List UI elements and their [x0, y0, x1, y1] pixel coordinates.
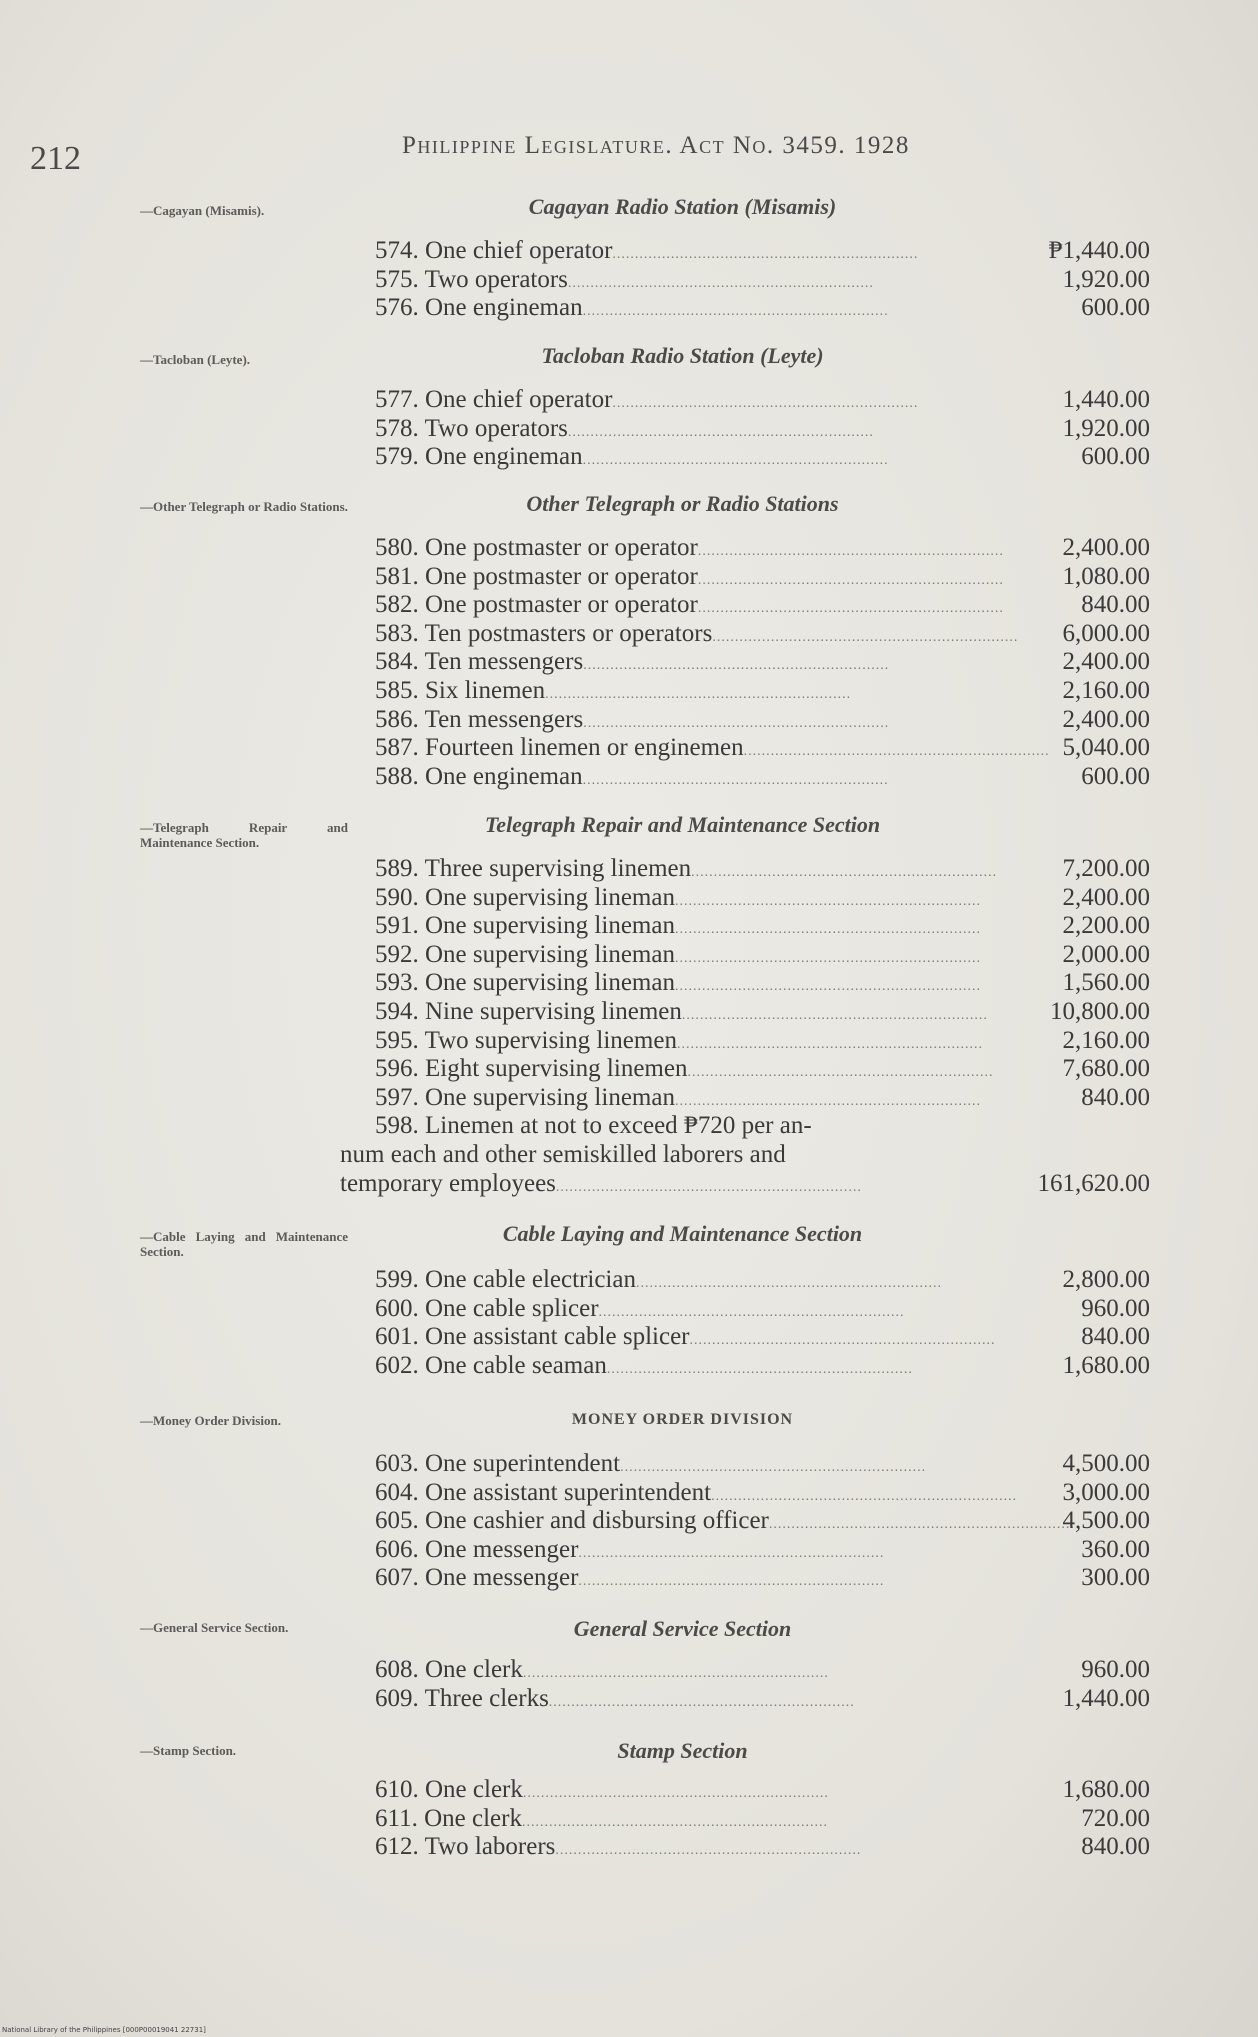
entries-cable-laying — [350, 1266, 1150, 1380]
entry-text-line1: Linemen at not to exceed ₱720 per an- — [425, 1112, 812, 1140]
running-head: Philippine Legislature. Act No. 3459. 1928 — [402, 132, 910, 159]
entry-text-line3: temporary employees — [340, 1169, 556, 1197]
entry-amount: 10,800.00 — [1050, 997, 1150, 1025]
entry-amount: 6,000.00 — [1062, 619, 1150, 647]
entry-text: Two laborers — [424, 1833, 556, 1861]
entries-tacloban — [350, 386, 1150, 472]
entry-text: One clerk — [425, 1656, 523, 1683]
entry-amount: 960.00 — [1081, 1294, 1150, 1322]
entry-text: One cable splicer — [425, 1294, 599, 1322]
entry-row — [350, 1685, 1150, 1714]
entry-row-continuation — [340, 1140, 1150, 1170]
dot-leader: .................................................................... — [606, 1361, 913, 1377]
dot-leader: .................................................................... — [582, 304, 889, 320]
entry-amount: 840.00 — [1081, 591, 1150, 619]
dot-leader: .................................................................... — [583, 715, 890, 731]
entry-number: 605. — [375, 1507, 419, 1535]
section-heading-telegraph-repair: Telegraph Repair and Maintenance Section — [484, 812, 881, 837]
entry-text: Three supervising linemen — [424, 855, 692, 882]
entry-text: One chief operator — [425, 386, 613, 413]
entry-text: One messenger — [425, 1564, 579, 1592]
entry-text: One engineman — [425, 294, 583, 322]
entry-number: 577. — [375, 386, 419, 413]
entry-row — [350, 386, 1150, 415]
entry-row — [350, 1479, 1150, 1508]
entry-number: 587. — [375, 734, 419, 762]
entry-number: 589. — [375, 855, 419, 882]
entry-text: Nine supervising linemen — [425, 997, 682, 1025]
entry-text: One cable seaman — [425, 1351, 607, 1379]
entry-row — [350, 884, 1150, 913]
entry-number: 581. — [375, 562, 419, 590]
margin-note-stamp: —Stamp Section. — [140, 1743, 237, 1758]
dot-leader: .................................................................... — [674, 979, 981, 995]
entry-row — [350, 591, 1150, 620]
dot-leader: .................................................................... — [697, 601, 1004, 617]
dot-leader: .................................................................... — [689, 1333, 996, 1349]
entry-number: 604. — [375, 1478, 419, 1506]
entry-amount: 1,920.00 — [1062, 265, 1150, 293]
entries-cagayan — [350, 237, 1150, 323]
entry-number: 611. — [375, 1804, 418, 1832]
section-heading-other-stations: Other Telegraph or Radio Stations — [526, 491, 839, 516]
section-heading-stamp: Stamp Section — [617, 1738, 748, 1763]
dot-leader: .................................................................... — [555, 1179, 862, 1195]
entry-amount: 960.00 — [1081, 1656, 1150, 1683]
entry-number: 601. — [375, 1323, 419, 1351]
entry-text: One clerk — [424, 1804, 522, 1832]
margin-note-other-stations: —Other Telegraph or Radio Stations. — [140, 499, 348, 514]
dot-leader: .................................................................... — [598, 1304, 905, 1320]
entry-number: 594. — [375, 997, 419, 1025]
margin-note-money-order: —Money Order Division. — [140, 1413, 281, 1428]
entry-text: One supervising lineman — [425, 912, 675, 940]
entry-number: 608. — [375, 1656, 419, 1683]
entry-text: One postmaster or operator — [425, 534, 698, 561]
entry-text: One cable electrician — [425, 1266, 636, 1293]
entry-text: One assistant superintendent — [425, 1478, 712, 1506]
entry-amount: 2,400.00 — [1062, 883, 1150, 911]
entry-text: Ten messengers — [424, 705, 584, 733]
entry-row — [350, 266, 1150, 295]
entry-number: 595. — [375, 1026, 419, 1054]
entry-amount: ₱1,440.00 — [1048, 237, 1150, 264]
entry-text: One supervising lineman — [425, 883, 675, 911]
section-heading-general-service: General Service Section — [573, 1616, 792, 1641]
entry-amount: 840.00 — [1081, 1083, 1150, 1111]
entry-row — [350, 912, 1150, 941]
entry-text: One assistant cable splicer — [425, 1323, 690, 1351]
entry-row — [350, 1266, 1150, 1295]
entry-number: 575. — [375, 265, 419, 293]
entries-general-service — [350, 1656, 1150, 1713]
entry-number: 582. — [375, 591, 419, 619]
entry-row — [350, 1805, 1150, 1834]
dot-leader: .................................................................... — [691, 865, 998, 880]
entry-amount: 1,920.00 — [1062, 414, 1150, 442]
entry-amount: 5,040.00 — [1062, 734, 1150, 762]
dot-leader: .................................................................... — [583, 658, 890, 674]
entry-number: 600. — [375, 1294, 419, 1322]
entry-row — [350, 1352, 1150, 1381]
entry-row — [350, 415, 1150, 444]
entry-number: 610. — [375, 1776, 419, 1803]
entry-amount: 2,400.00 — [1062, 534, 1150, 561]
dot-leader: .................................................................... — [521, 1814, 828, 1830]
entry-text: One supervising lineman — [425, 969, 675, 997]
entry-text: One chief operator — [425, 237, 613, 264]
entry-number: 590. — [375, 883, 419, 911]
entry-row — [350, 1536, 1150, 1565]
entry-number: 606. — [375, 1535, 419, 1563]
entry-amount: 840.00 — [1081, 1833, 1150, 1861]
dot-leader: .................................................................... — [567, 424, 874, 440]
entry-number: 583. — [375, 619, 419, 647]
entry-row — [350, 1027, 1150, 1056]
entry-row — [350, 1450, 1150, 1479]
entry-amount: 360.00 — [1081, 1535, 1150, 1563]
entry-text: Two supervising linemen — [424, 1026, 677, 1054]
entry-row — [350, 294, 1150, 323]
entry-number: 584. — [375, 648, 419, 676]
dot-leader: .................................................................... — [612, 247, 919, 262]
dot-leader: .................................................................... — [635, 1276, 942, 1291]
entry-text: Six linemen — [425, 676, 546, 704]
entry-number: 598. — [375, 1112, 419, 1140]
entry-text: Three clerks — [424, 1684, 549, 1712]
entry-row — [350, 941, 1150, 970]
dot-leader: .................................................................... — [674, 1093, 981, 1109]
entry-number: 609. — [375, 1684, 419, 1712]
entry-row — [350, 1055, 1150, 1084]
entry-number: 593. — [375, 969, 419, 997]
entry-number: 603. — [375, 1450, 419, 1477]
entry-row — [350, 1084, 1150, 1113]
entry-amount: 7,680.00 — [1062, 1055, 1150, 1083]
entry-text: One postmaster or operator — [425, 591, 698, 619]
entry-amount: 2,800.00 — [1062, 1266, 1150, 1293]
section-heading-money-order: MONEY ORDER DIVISION — [571, 1411, 794, 1428]
dot-leader: .................................................................... — [681, 1007, 988, 1023]
dot-leader: .................................................................... — [687, 1065, 994, 1081]
entry-number: 574. — [375, 237, 419, 264]
section-heading-cagayan: Cagayan Radio Station (Misamis) — [528, 194, 837, 219]
entry-text: One engineman — [425, 443, 583, 471]
entry-text: One clerk — [425, 1776, 523, 1803]
entry-amount: 1,560.00 — [1062, 969, 1150, 997]
entries-telegraph-repair — [340, 855, 1150, 1198]
entry-number: 612. — [375, 1833, 419, 1861]
entry-row — [350, 563, 1150, 592]
entry-number: 585. — [375, 676, 419, 704]
dot-leader: .................................................................... — [743, 744, 1050, 760]
entries-stamp — [350, 1776, 1150, 1862]
entry-row — [350, 620, 1150, 649]
entry-amount: 4,500.00 — [1062, 1507, 1150, 1535]
entry-number: 579. — [375, 443, 419, 471]
entry-amount: 2,400.00 — [1062, 705, 1150, 733]
entry-text: Fourteen linemen or enginemen — [425, 734, 744, 762]
dot-leader: .................................................................... — [674, 950, 981, 966]
dot-leader: .................................................................... — [522, 1786, 829, 1801]
margin-note-telegraph-repair: —Telegraph Repair and Maintenance Section. — [140, 820, 348, 850]
entry-amount: 161,620.00 — [1037, 1169, 1150, 1197]
entry-amount: 1,440.00 — [1062, 1684, 1150, 1712]
page-number: 212 — [30, 140, 81, 177]
entries-money-order — [350, 1450, 1150, 1593]
dot-leader: .................................................................... — [567, 275, 874, 291]
margin-note-cagayan: —Cagayan (Misamis). — [140, 203, 265, 218]
entry-amount: 720.00 — [1081, 1804, 1150, 1832]
entry-amount: 600.00 — [1081, 294, 1150, 322]
dot-leader: .................................................................... — [697, 572, 1004, 588]
footer-credit: National Library of the Philippines [000P00019041 22731] — [2, 2026, 206, 2034]
entry-text: One postmaster or operator — [425, 562, 698, 590]
entry-text: Ten messengers — [424, 648, 584, 676]
dot-leader: .................................................................... — [697, 544, 1004, 559]
dot-leader: .................................................................... — [548, 1694, 855, 1710]
section-heading-tacloban: Tacloban Radio Station (Leyte) — [541, 343, 824, 368]
dot-leader: .................................................................... — [768, 1517, 1075, 1533]
dot-leader: .................................................................... — [711, 1488, 1018, 1504]
entry-row — [350, 648, 1150, 677]
dot-leader: .................................................................... — [578, 1574, 885, 1590]
entry-text: One engineman — [425, 762, 583, 790]
entry-amount: 840.00 — [1081, 1323, 1150, 1351]
entry-amount: 1,440.00 — [1062, 386, 1150, 413]
dot-leader: .................................................................... — [545, 686, 852, 702]
entry-row — [350, 443, 1150, 472]
entry-row — [350, 1564, 1150, 1593]
entry-row — [350, 706, 1150, 735]
margin-note-tacloban: —Tacloban (Leyte). — [140, 352, 251, 367]
dot-leader: .................................................................... — [712, 629, 1019, 645]
entry-text-line2: num each and other semiskilled laborers and — [340, 1140, 786, 1168]
entry-text: Two operators — [424, 414, 568, 442]
entry-row — [350, 969, 1150, 998]
dot-leader: .................................................................... — [522, 1666, 829, 1681]
dot-leader: .................................................................... — [620, 1460, 927, 1475]
entry-amount: 600.00 — [1081, 762, 1150, 790]
entry-row-continuation — [340, 1169, 1150, 1199]
entry-row-multiline — [350, 1112, 1150, 1141]
entry-number: 592. — [375, 940, 419, 968]
entry-number: 596. — [375, 1055, 419, 1083]
entry-text: One supervising lineman — [425, 1083, 675, 1111]
dot-leader: .................................................................... — [676, 1036, 983, 1052]
entries-other-stations — [350, 534, 1150, 791]
entry-number: 597. — [375, 1083, 419, 1111]
entry-number: 586. — [375, 705, 419, 733]
entry-number: 607. — [375, 1564, 419, 1592]
entry-amount: 3,000.00 — [1062, 1478, 1150, 1506]
entry-text: One superintendent — [425, 1450, 621, 1477]
entry-text: One supervising lineman — [425, 940, 675, 968]
entry-number: 578. — [375, 414, 419, 442]
entry-row — [350, 763, 1150, 792]
entry-number: 588. — [375, 762, 419, 790]
dot-leader: .................................................................... — [674, 893, 981, 909]
entry-row — [350, 1656, 1150, 1685]
entry-text: One cashier and disbursing officer — [425, 1507, 769, 1535]
entry-row — [350, 1833, 1150, 1862]
entry-text: Ten postmasters or operators — [424, 619, 713, 647]
entry-amount: 300.00 — [1081, 1564, 1150, 1592]
entry-row — [350, 677, 1150, 706]
entry-number: 602. — [375, 1351, 419, 1379]
entry-amount: 1,680.00 — [1062, 1776, 1150, 1803]
entry-row — [350, 1776, 1150, 1805]
entry-row — [350, 734, 1150, 763]
entry-row — [350, 1295, 1150, 1324]
entry-number: 591. — [375, 912, 419, 940]
entry-row — [350, 855, 1150, 884]
section-heading-cable-laying: Cable Laying and Maintenance Section — [502, 1221, 863, 1246]
entry-row — [350, 1323, 1150, 1352]
entry-text: One messenger — [425, 1535, 579, 1563]
entry-text: Two operators — [424, 265, 568, 293]
entry-amount: 600.00 — [1081, 443, 1150, 471]
entry-amount: 1,680.00 — [1062, 1351, 1150, 1379]
dot-leader: .................................................................... — [582, 453, 889, 469]
entry-number: 599. — [375, 1266, 419, 1293]
entry-number: 580. — [375, 534, 419, 561]
entry-row — [350, 1507, 1150, 1536]
dot-leader: .................................................................... — [612, 396, 919, 411]
entry-amount: 7,200.00 — [1062, 855, 1150, 882]
entry-number: 576. — [375, 294, 419, 322]
dot-leader: .................................................................... — [674, 922, 981, 938]
dot-leader: .................................................................... — [582, 772, 889, 788]
entry-amount: 2,160.00 — [1062, 676, 1150, 704]
entry-text: Eight supervising linemen — [425, 1055, 688, 1083]
entry-amount: 2,200.00 — [1062, 912, 1150, 940]
entry-row — [350, 998, 1150, 1027]
entry-row — [350, 534, 1150, 563]
entry-amount: 2,400.00 — [1062, 648, 1150, 676]
entry-amount: 2,160.00 — [1062, 1026, 1150, 1054]
dot-leader: .................................................................... — [555, 1843, 862, 1859]
margin-note-general-service: —General Service Section. — [140, 1620, 289, 1635]
entry-amount: 2,000.00 — [1062, 940, 1150, 968]
margin-note-cable-laying: —Cable Laying and Maintenance Section. — [140, 1229, 348, 1259]
entry-row — [350, 237, 1150, 266]
entry-amount: 1,080.00 — [1062, 562, 1150, 590]
entry-amount: 4,500.00 — [1062, 1450, 1150, 1477]
dot-leader: .................................................................... — [578, 1545, 885, 1561]
